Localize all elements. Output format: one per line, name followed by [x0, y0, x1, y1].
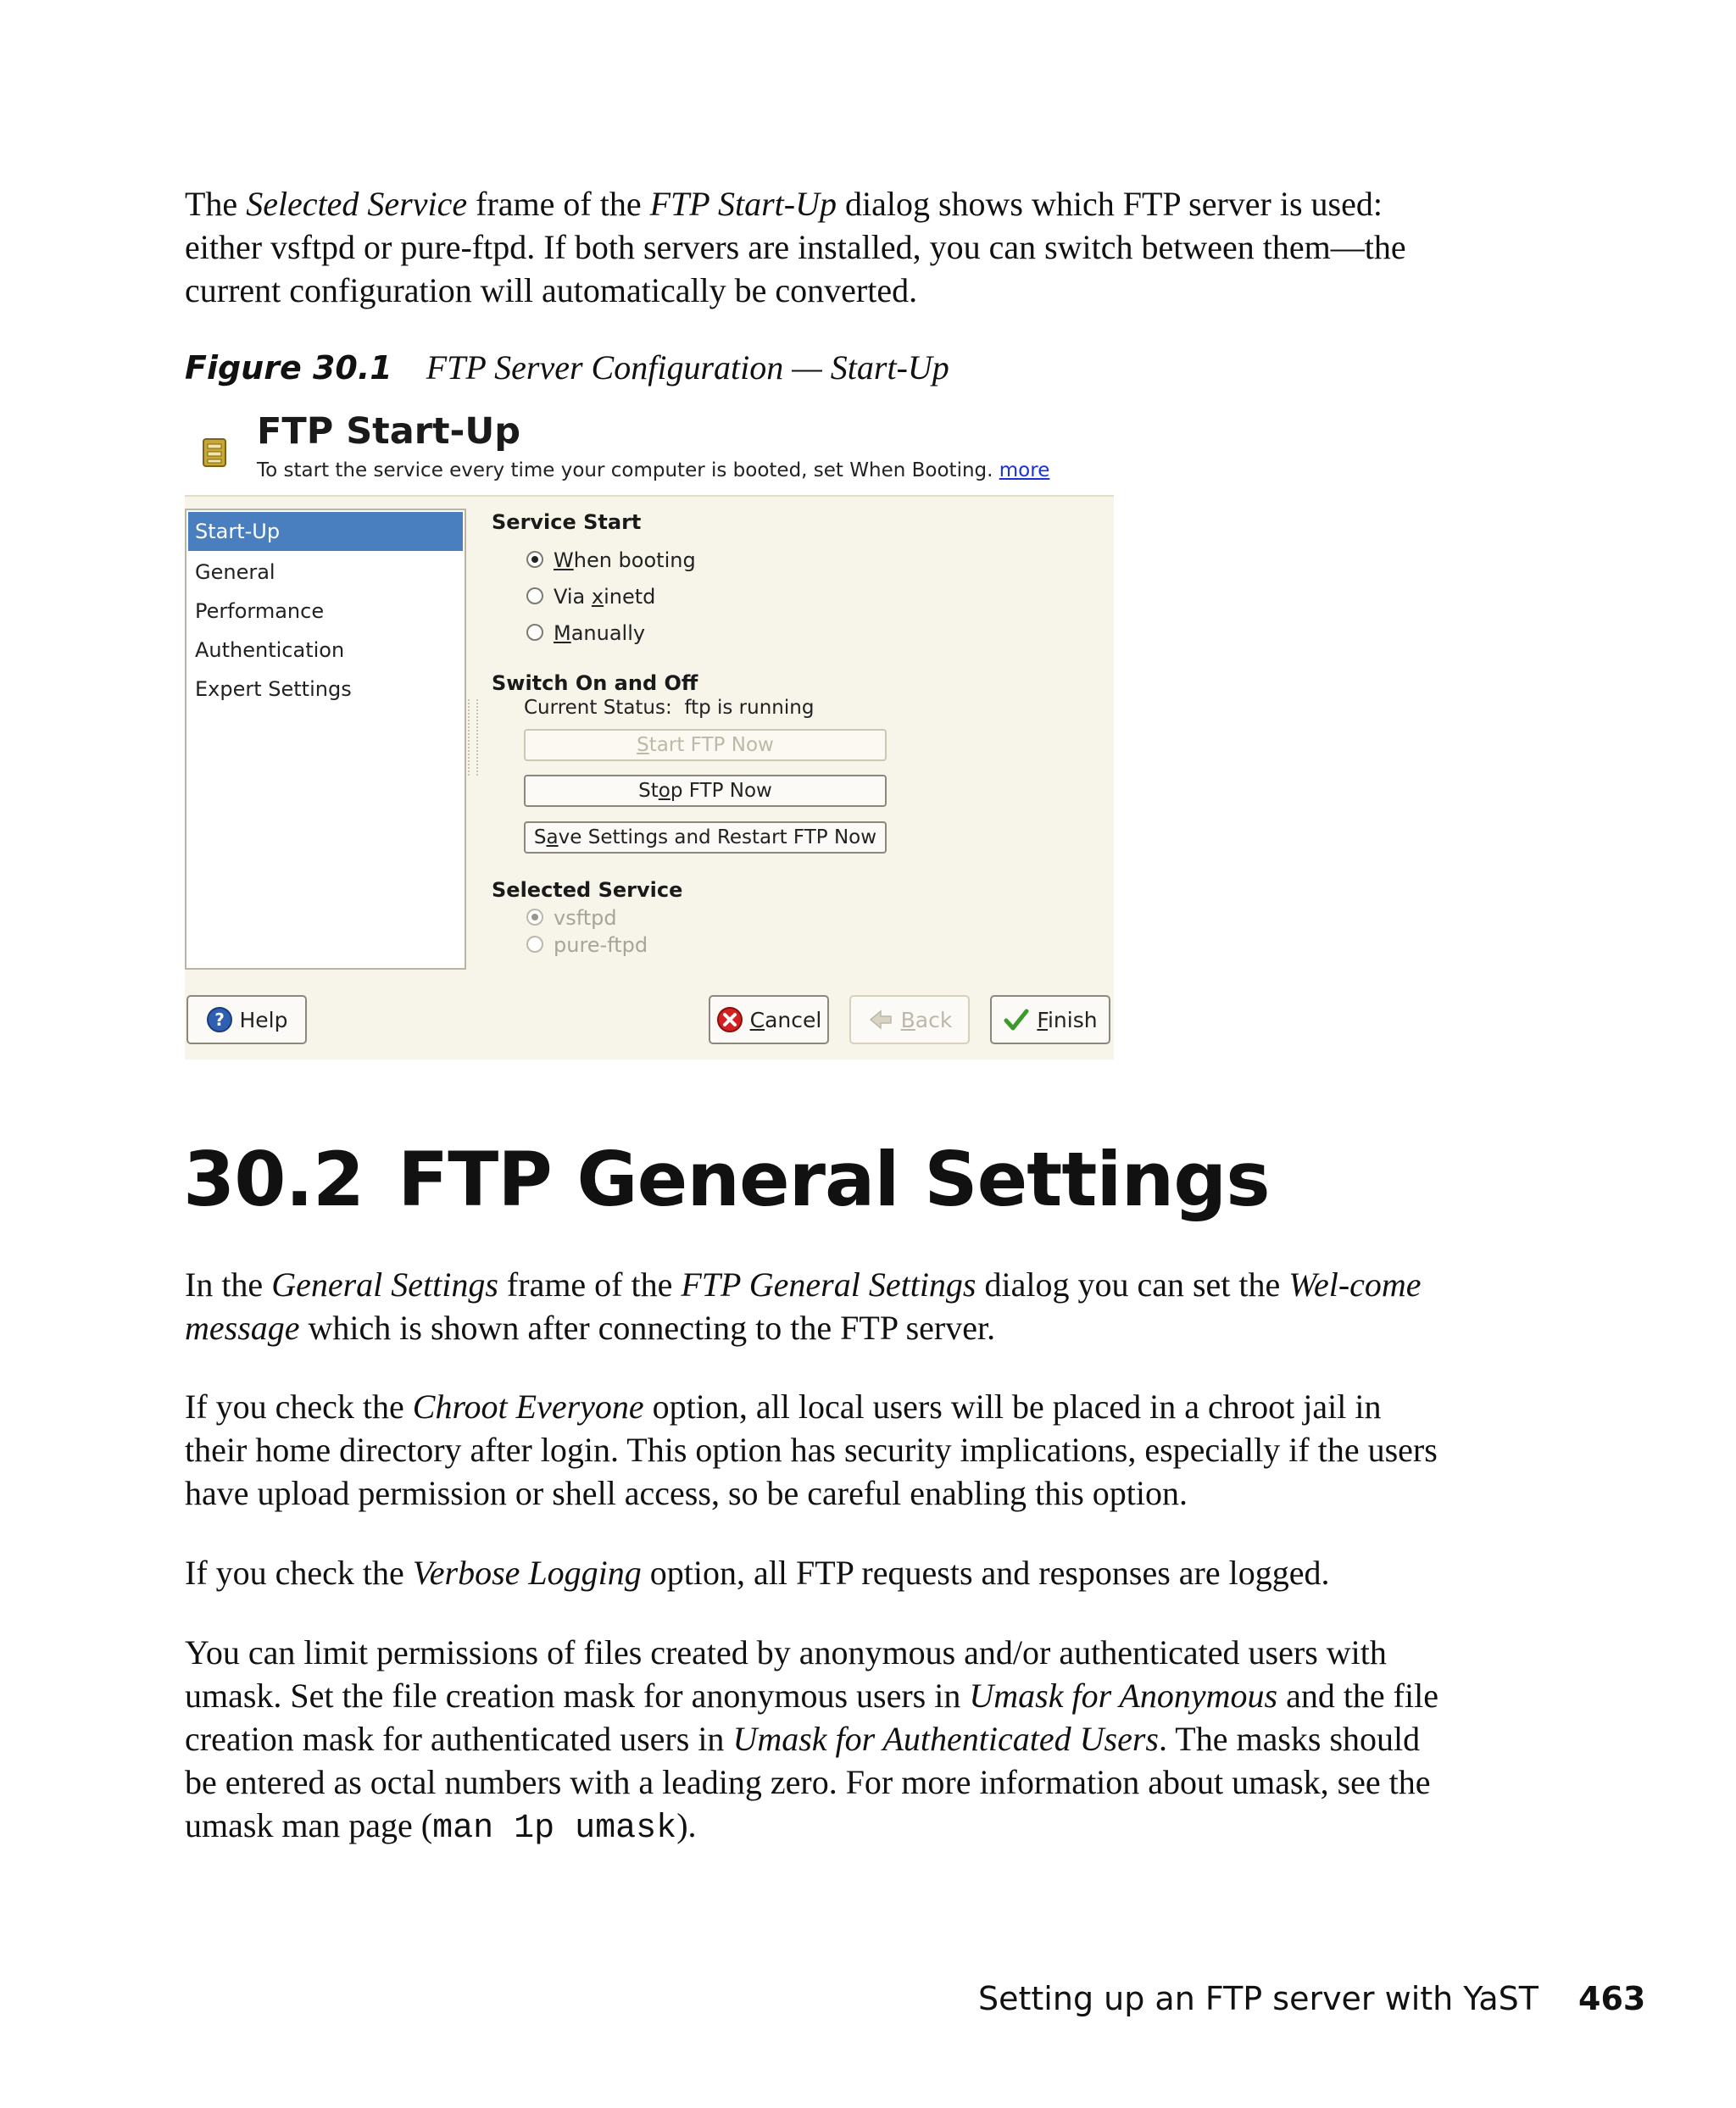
- back-arrow-icon: [867, 1006, 894, 1033]
- service-start-label: Service Start: [492, 510, 642, 534]
- radio-vsftpd[interactable]: vsftpd: [526, 904, 617, 932]
- radio-unselected-icon: [526, 936, 543, 953]
- radio-selected-icon: [526, 909, 543, 926]
- cancel-button[interactable]: Cancel: [709, 995, 829, 1044]
- radio-pure-ftpd[interactable]: pure-ftpd: [526, 931, 648, 959]
- save-and-restart-button[interactable]: Save Settings and Restart FTP Now: [524, 821, 887, 854]
- selected-service-label: Selected Service: [492, 878, 683, 902]
- section-heading: 30.2 FTP General Settings: [183, 1136, 1270, 1223]
- svg-text:?: ?: [214, 1010, 225, 1030]
- umask-paragraph: You can limit permissions of files created by anonymous and/or authenticated users with umask. Set the file creation mask for anonymous users in Umask for Anonymous and the file creation mask for authenticated users in Umask for Authenticated Users. The masks should be entered as octal numbers with a leading zero. For more information about umask, see the umask man page (man 1p umask).: [185, 1633, 1438, 1848]
- stop-ftp-now-button[interactable]: Stop FTP Now: [524, 775, 887, 807]
- checkmark-icon: [1003, 1006, 1030, 1033]
- figure-caption: [185, 346, 949, 390]
- verbose-logging-paragraph: If you check the Verbose Logging option, all FTP requests and responses are logged.: [185, 1554, 1330, 1592]
- finish-button[interactable]: Finish: [990, 995, 1110, 1044]
- nav-item-expert-settings[interactable]: Expert Settings: [195, 677, 352, 701]
- dialog-subtitle: To start the service every time your computer is booted, set When Booting. more: [257, 459, 1050, 481]
- radio-selected-icon: [526, 551, 543, 568]
- pane-resize-grip[interactable]: [468, 699, 478, 776]
- nav-item-authentication[interactable]: Authentication: [195, 638, 345, 662]
- radio-via-xinetd[interactable]: Via xinetd: [526, 582, 655, 611]
- running-footer: Setting up an FTP server with YaST: [978, 1980, 1538, 2017]
- back-button[interactable]: Back: [849, 995, 970, 1044]
- status-value: ftp is running: [684, 697, 815, 719]
- ftp-startup-dialog: [185, 407, 1114, 1060]
- radio-manually[interactable]: Manually: [526, 619, 645, 648]
- page-number: 463: [1578, 1980, 1646, 2017]
- figure-title: FTP Server Configuration — Start-Up: [426, 348, 949, 387]
- server-icon: [202, 436, 229, 468]
- settings-nav-list: [185, 509, 466, 970]
- radio-when-booting[interactable]: When booting: [526, 546, 696, 575]
- nav-item-performance[interactable]: Performance: [195, 599, 325, 623]
- dialog-header: [185, 407, 1114, 497]
- radio-unselected-icon: [526, 624, 543, 641]
- dialog-title: FTP Start-Up: [257, 410, 521, 453]
- figure-number: Figure 30.1: [185, 349, 392, 387]
- nav-item-startup[interactable]: Start-Up: [188, 512, 463, 551]
- help-button[interactable]: ? Help: [186, 995, 307, 1044]
- nav-item-general[interactable]: General: [195, 560, 275, 584]
- start-ftp-now-button[interactable]: Start FTP Now: [524, 729, 887, 761]
- current-status: Current Status: ftp is running: [524, 697, 815, 719]
- switch-on-off-label: Switch On and Off: [492, 671, 698, 695]
- more-link[interactable]: more: [999, 459, 1050, 481]
- umask-command: man 1p umask: [432, 1810, 677, 1848]
- cancel-icon: [716, 1006, 743, 1033]
- chroot-paragraph: If you check the Chroot Everyone option, all local users will be placed in a chroot jail in their home directory after login. This option has security implications, especially if the users have upload permission or shell access, so be careful enabling this option.: [185, 1388, 1438, 1512]
- help-icon: [206, 1006, 233, 1033]
- intro-paragraph: The Selected Service frame of the FTP Start-Up dialog shows which FTP server is used: either vsftpd or pure-ftpd. If both servers are installed, you can switch between them—the current configuration will automatically be converted.: [185, 185, 1406, 309]
- radio-unselected-icon: [526, 587, 543, 604]
- general-settings-paragraph: In the General Settings frame of the FTP General Settings dialog you can set the Wel-come message which is shown after connecting to the FTP server.: [185, 1265, 1422, 1347]
